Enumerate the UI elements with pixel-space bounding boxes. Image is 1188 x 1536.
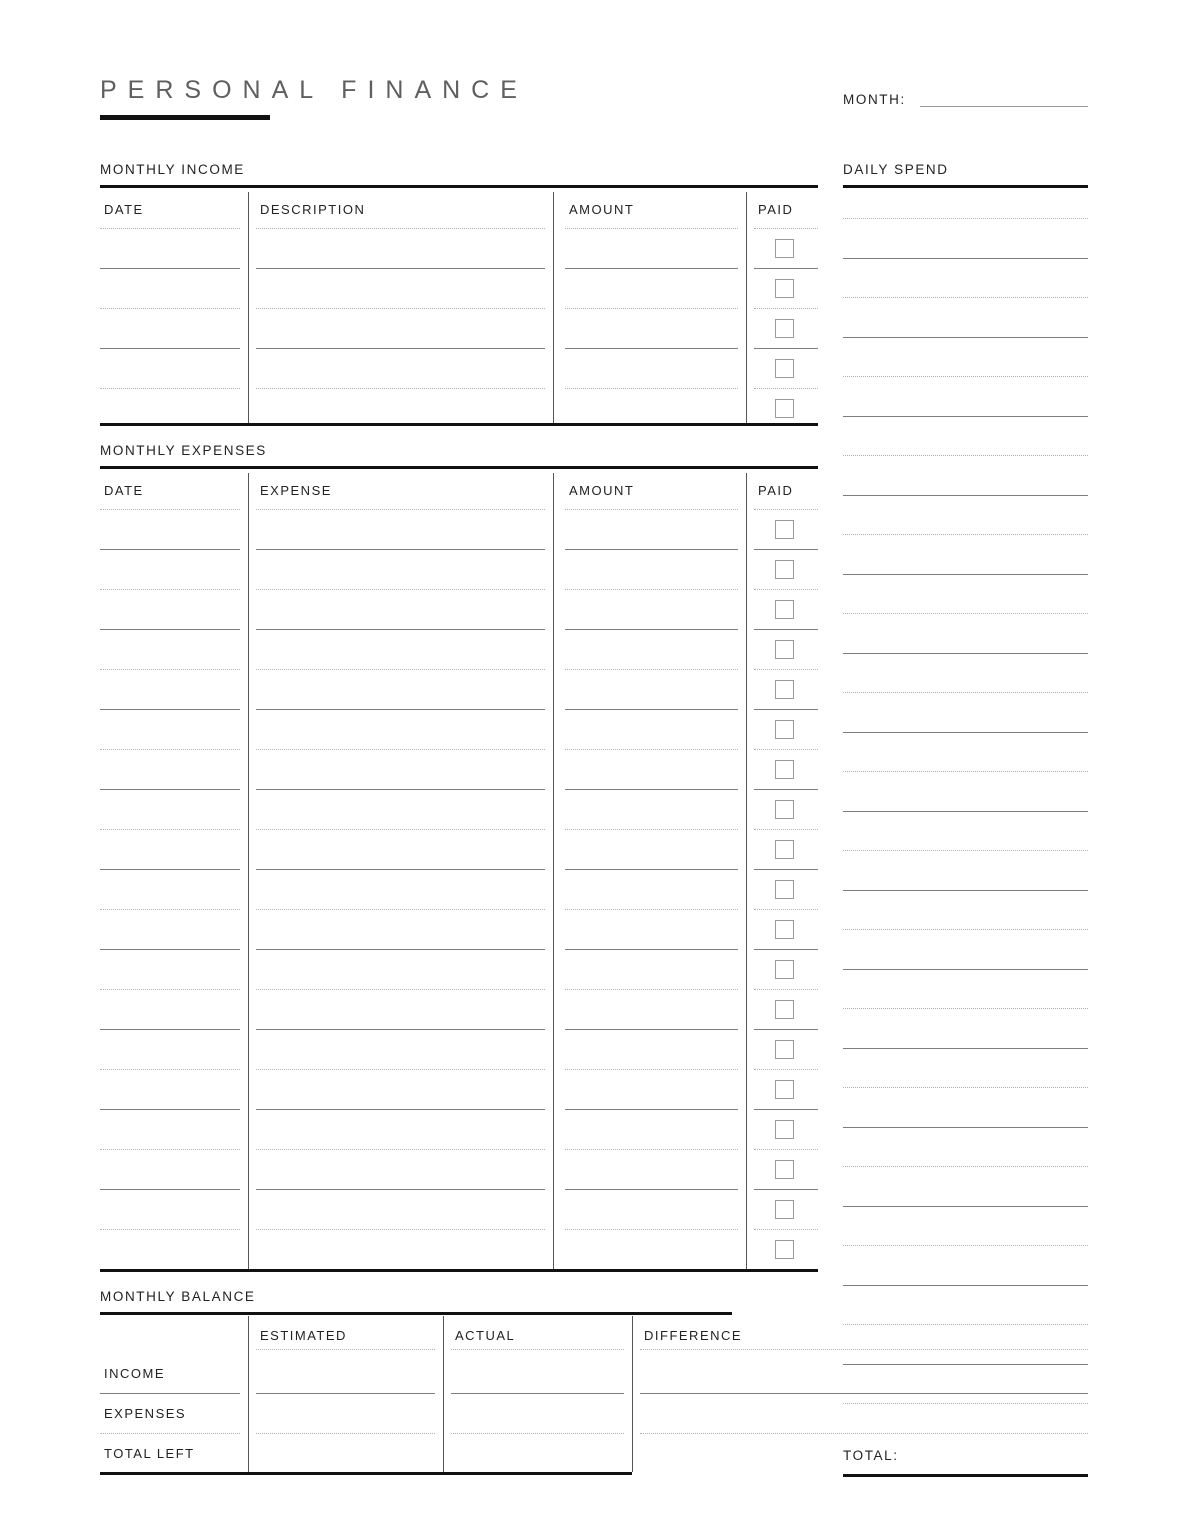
write-line[interactable] (754, 348, 818, 349)
paid-checkbox[interactable] (775, 720, 794, 739)
balance-write-line[interactable] (100, 1433, 240, 1434)
write-line[interactable] (100, 1229, 240, 1230)
paid-checkbox[interactable] (775, 760, 794, 779)
daily-spend-write-line[interactable] (843, 218, 1088, 219)
write-line[interactable] (754, 1109, 818, 1110)
column-header-amount: AMOUNT (569, 202, 635, 217)
balance-column-divider (248, 1316, 249, 1472)
paid-checkbox[interactable] (775, 600, 794, 619)
write-line[interactable] (754, 268, 818, 269)
write-line[interactable] (754, 509, 818, 510)
write-line[interactable] (754, 1029, 818, 1030)
write-line[interactable] (754, 1229, 818, 1230)
daily-spend-write-line[interactable] (843, 929, 1088, 930)
column-header-date: DATE (104, 202, 144, 217)
write-line[interactable] (256, 949, 545, 950)
write-line[interactable] (565, 629, 738, 630)
write-line[interactable] (100, 669, 240, 670)
paid-checkbox[interactable] (775, 840, 794, 859)
write-line[interactable] (565, 1189, 738, 1190)
month-input-line[interactable] (920, 106, 1088, 107)
write-line[interactable] (754, 1149, 818, 1150)
paid-checkbox[interactable] (775, 1240, 794, 1259)
write-line[interactable] (565, 1229, 738, 1230)
column-header-paid: PAID (758, 483, 794, 498)
daily-spend-write-line[interactable] (843, 297, 1088, 298)
balance-row-label-expenses: EXPENSES (104, 1406, 187, 1421)
write-line[interactable] (256, 789, 545, 790)
write-line[interactable] (565, 749, 738, 750)
write-line[interactable] (256, 749, 545, 750)
write-line[interactable] (100, 989, 240, 990)
write-line[interactable] (754, 709, 818, 710)
daily-spend-total-label: TOTAL: (843, 1448, 899, 1463)
write-line[interactable] (565, 789, 738, 790)
write-line[interactable] (100, 1029, 240, 1030)
daily-spend-write-line[interactable] (843, 692, 1088, 693)
write-line[interactable] (256, 909, 545, 910)
month-label: MONTH: (843, 92, 906, 107)
write-line[interactable] (565, 1149, 738, 1150)
write-line[interactable] (565, 949, 738, 950)
column-divider (746, 473, 747, 1269)
write-line[interactable] (256, 669, 545, 670)
paid-checkbox[interactable] (775, 399, 794, 418)
write-line[interactable] (754, 869, 818, 870)
paid-checkbox[interactable] (775, 880, 794, 899)
write-line[interactable] (565, 509, 738, 510)
write-line[interactable] (565, 989, 738, 990)
write-line[interactable] (754, 749, 818, 750)
balance-column-header-difference: DIFFERENCE (644, 1328, 743, 1343)
table-bottom-rule (100, 1269, 818, 1272)
paid-checkbox[interactable] (775, 1040, 794, 1059)
write-line[interactable] (100, 949, 240, 950)
daily-spend-write-line[interactable] (843, 732, 1088, 733)
balance-column-divider (443, 1316, 444, 1472)
column-divider (746, 192, 747, 423)
write-line[interactable] (100, 869, 240, 870)
daily-spend-write-line[interactable] (843, 416, 1088, 417)
write-line[interactable] (754, 1189, 818, 1190)
balance-write-line[interactable] (640, 1393, 1088, 1394)
section-heading-monthly-income: MONTHLY INCOME (100, 162, 245, 177)
section-heading-monthly-balance: MONTHLY BALANCE (100, 1289, 256, 1304)
write-line[interactable] (565, 348, 738, 349)
write-line[interactable] (754, 669, 818, 670)
write-line[interactable] (100, 388, 240, 389)
daily-spend-top-rule (843, 185, 1088, 188)
write-line[interactable] (256, 1149, 545, 1150)
section-heading-daily-spend: DAILY SPEND (843, 162, 949, 177)
write-line[interactable] (565, 589, 738, 590)
paid-checkbox[interactable] (775, 319, 794, 338)
daily-spend-write-line[interactable] (843, 771, 1088, 772)
column-divider (553, 473, 554, 1269)
income-top-rule (100, 185, 818, 188)
write-line[interactable] (565, 1109, 738, 1110)
column-divider (553, 192, 554, 423)
write-line[interactable] (754, 989, 818, 990)
write-line[interactable] (256, 829, 545, 830)
write-line[interactable] (256, 268, 545, 269)
write-line[interactable] (754, 308, 818, 309)
paid-checkbox[interactable] (775, 680, 794, 699)
balance-write-line[interactable] (640, 1349, 1088, 1350)
write-line[interactable] (100, 228, 240, 229)
write-line[interactable] (256, 549, 545, 550)
balance-top-rule (100, 1312, 732, 1315)
write-line[interactable] (565, 268, 738, 269)
daily-spend-write-line[interactable] (843, 1166, 1088, 1167)
write-line[interactable] (256, 388, 545, 389)
write-line[interactable] (100, 549, 240, 550)
write-line[interactable] (565, 669, 738, 670)
daily-spend-write-line[interactable] (843, 1285, 1088, 1286)
daily-spend-write-line[interactable] (843, 1364, 1088, 1365)
write-line[interactable] (565, 1029, 738, 1030)
balance-write-line[interactable] (100, 1393, 240, 1394)
write-line[interactable] (256, 1029, 545, 1030)
balance-write-line[interactable] (451, 1433, 624, 1434)
write-line[interactable] (256, 869, 545, 870)
write-line[interactable] (565, 709, 738, 710)
daily-spend-write-line[interactable] (843, 1245, 1088, 1246)
write-line[interactable] (754, 1069, 818, 1070)
paid-checkbox[interactable] (775, 359, 794, 378)
daily-spend-write-line[interactable] (843, 969, 1088, 970)
daily-spend-write-line[interactable] (843, 455, 1088, 456)
balance-write-line[interactable] (451, 1393, 624, 1394)
paid-checkbox[interactable] (775, 640, 794, 659)
write-line[interactable] (100, 629, 240, 630)
paid-checkbox[interactable] (775, 960, 794, 979)
write-line[interactable] (100, 749, 240, 750)
write-line[interactable] (100, 348, 240, 349)
paid-checkbox[interactable] (775, 1200, 794, 1219)
paid-checkbox[interactable] (775, 1160, 794, 1179)
table-bottom-rule (100, 423, 818, 426)
daily-spend-write-line[interactable] (843, 574, 1088, 575)
write-line[interactable] (754, 829, 818, 830)
write-line[interactable] (256, 709, 545, 710)
column-header-expense: EXPENSE (260, 483, 332, 498)
write-line[interactable] (256, 629, 545, 630)
write-line[interactable] (256, 1069, 545, 1070)
daily-spend-write-line[interactable] (843, 850, 1088, 851)
write-line[interactable] (754, 228, 818, 229)
balance-write-line[interactable] (640, 1433, 1088, 1434)
paid-checkbox[interactable] (775, 279, 794, 298)
write-line[interactable] (565, 549, 738, 550)
balance-write-line[interactable] (451, 1349, 624, 1350)
daily-spend-write-line[interactable] (843, 376, 1088, 377)
daily-spend-bottom-rule (843, 1474, 1088, 1477)
write-line[interactable] (754, 589, 818, 590)
balance-row-label-income: INCOME (104, 1366, 165, 1381)
write-line[interactable] (754, 629, 818, 630)
daily-spend-write-line[interactable] (843, 811, 1088, 812)
daily-spend-write-line[interactable] (843, 495, 1088, 496)
daily-spend-write-line[interactable] (843, 1127, 1088, 1128)
title-underline-bar (100, 115, 270, 120)
daily-spend-write-line[interactable] (843, 258, 1088, 259)
write-line[interactable] (100, 1069, 240, 1070)
write-line[interactable] (256, 1229, 545, 1230)
column-divider (248, 192, 249, 423)
paid-checkbox[interactable] (775, 1080, 794, 1099)
write-line[interactable] (100, 589, 240, 590)
write-line[interactable] (565, 308, 738, 309)
column-header-date: DATE (104, 483, 144, 498)
paid-checkbox[interactable] (775, 239, 794, 258)
daily-spend-write-line[interactable] (843, 1403, 1088, 1404)
balance-bottom-rule (100, 1472, 632, 1475)
write-line[interactable] (754, 388, 818, 389)
paid-checkbox[interactable] (775, 920, 794, 939)
column-divider (248, 473, 249, 1269)
section-heading-monthly-expenses: MONTHLY EXPENSES (100, 443, 267, 458)
paid-checkbox[interactable] (775, 800, 794, 819)
write-line[interactable] (100, 1189, 240, 1190)
column-header-paid: PAID (758, 202, 794, 217)
balance-write-line[interactable] (256, 1349, 435, 1350)
write-line[interactable] (100, 909, 240, 910)
write-line[interactable] (256, 308, 545, 309)
write-line[interactable] (256, 509, 545, 510)
write-line[interactable] (565, 228, 738, 229)
daily-spend-write-line[interactable] (843, 1048, 1088, 1049)
write-line[interactable] (100, 308, 240, 309)
daily-spend-write-line[interactable] (843, 1206, 1088, 1207)
daily-spend-write-line[interactable] (843, 534, 1088, 535)
write-line[interactable] (565, 388, 738, 389)
write-line[interactable] (100, 268, 240, 269)
column-header-description: DESCRIPTION (260, 202, 366, 217)
write-line[interactable] (100, 709, 240, 710)
paid-checkbox[interactable] (775, 560, 794, 579)
write-line[interactable] (256, 1109, 545, 1110)
write-line[interactable] (100, 1109, 240, 1110)
daily-spend-write-line[interactable] (843, 1324, 1088, 1325)
write-line[interactable] (256, 228, 545, 229)
write-line[interactable] (256, 1189, 545, 1190)
write-line[interactable] (100, 1149, 240, 1150)
balance-column-header-actual: ACTUAL (455, 1328, 516, 1343)
balance-column-divider (632, 1316, 633, 1472)
paid-checkbox[interactable] (775, 1120, 794, 1139)
daily-spend-write-line[interactable] (843, 337, 1088, 338)
write-line[interactable] (565, 909, 738, 910)
write-line[interactable] (256, 589, 545, 590)
paid-checkbox[interactable] (775, 520, 794, 539)
write-line[interactable] (256, 348, 545, 349)
write-line[interactable] (100, 829, 240, 830)
balance-row-label-total-left: TOTAL LEFT (104, 1446, 195, 1461)
write-line[interactable] (754, 549, 818, 550)
write-line[interactable] (754, 949, 818, 950)
write-line[interactable] (256, 989, 545, 990)
write-line[interactable] (100, 509, 240, 510)
daily-spend-write-line[interactable] (843, 613, 1088, 614)
daily-spend-write-line[interactable] (843, 1008, 1088, 1009)
daily-spend-write-line[interactable] (843, 653, 1088, 654)
balance-write-line[interactable] (256, 1393, 435, 1394)
balance-write-line[interactable] (256, 1433, 435, 1434)
paid-checkbox[interactable] (775, 1000, 794, 1019)
expenses-top-rule (100, 466, 818, 469)
balance-column-header-estimated: ESTIMATED (260, 1328, 347, 1343)
page-title: PERSONAL FINANCE (100, 76, 528, 104)
daily-spend-write-line[interactable] (843, 1087, 1088, 1088)
write-line[interactable] (100, 789, 240, 790)
write-line[interactable] (565, 829, 738, 830)
daily-spend-write-line[interactable] (843, 890, 1088, 891)
write-line[interactable] (754, 909, 818, 910)
write-line[interactable] (565, 1069, 738, 1070)
column-header-amount: AMOUNT (569, 483, 635, 498)
write-line[interactable] (565, 869, 738, 870)
write-line[interactable] (754, 789, 818, 790)
